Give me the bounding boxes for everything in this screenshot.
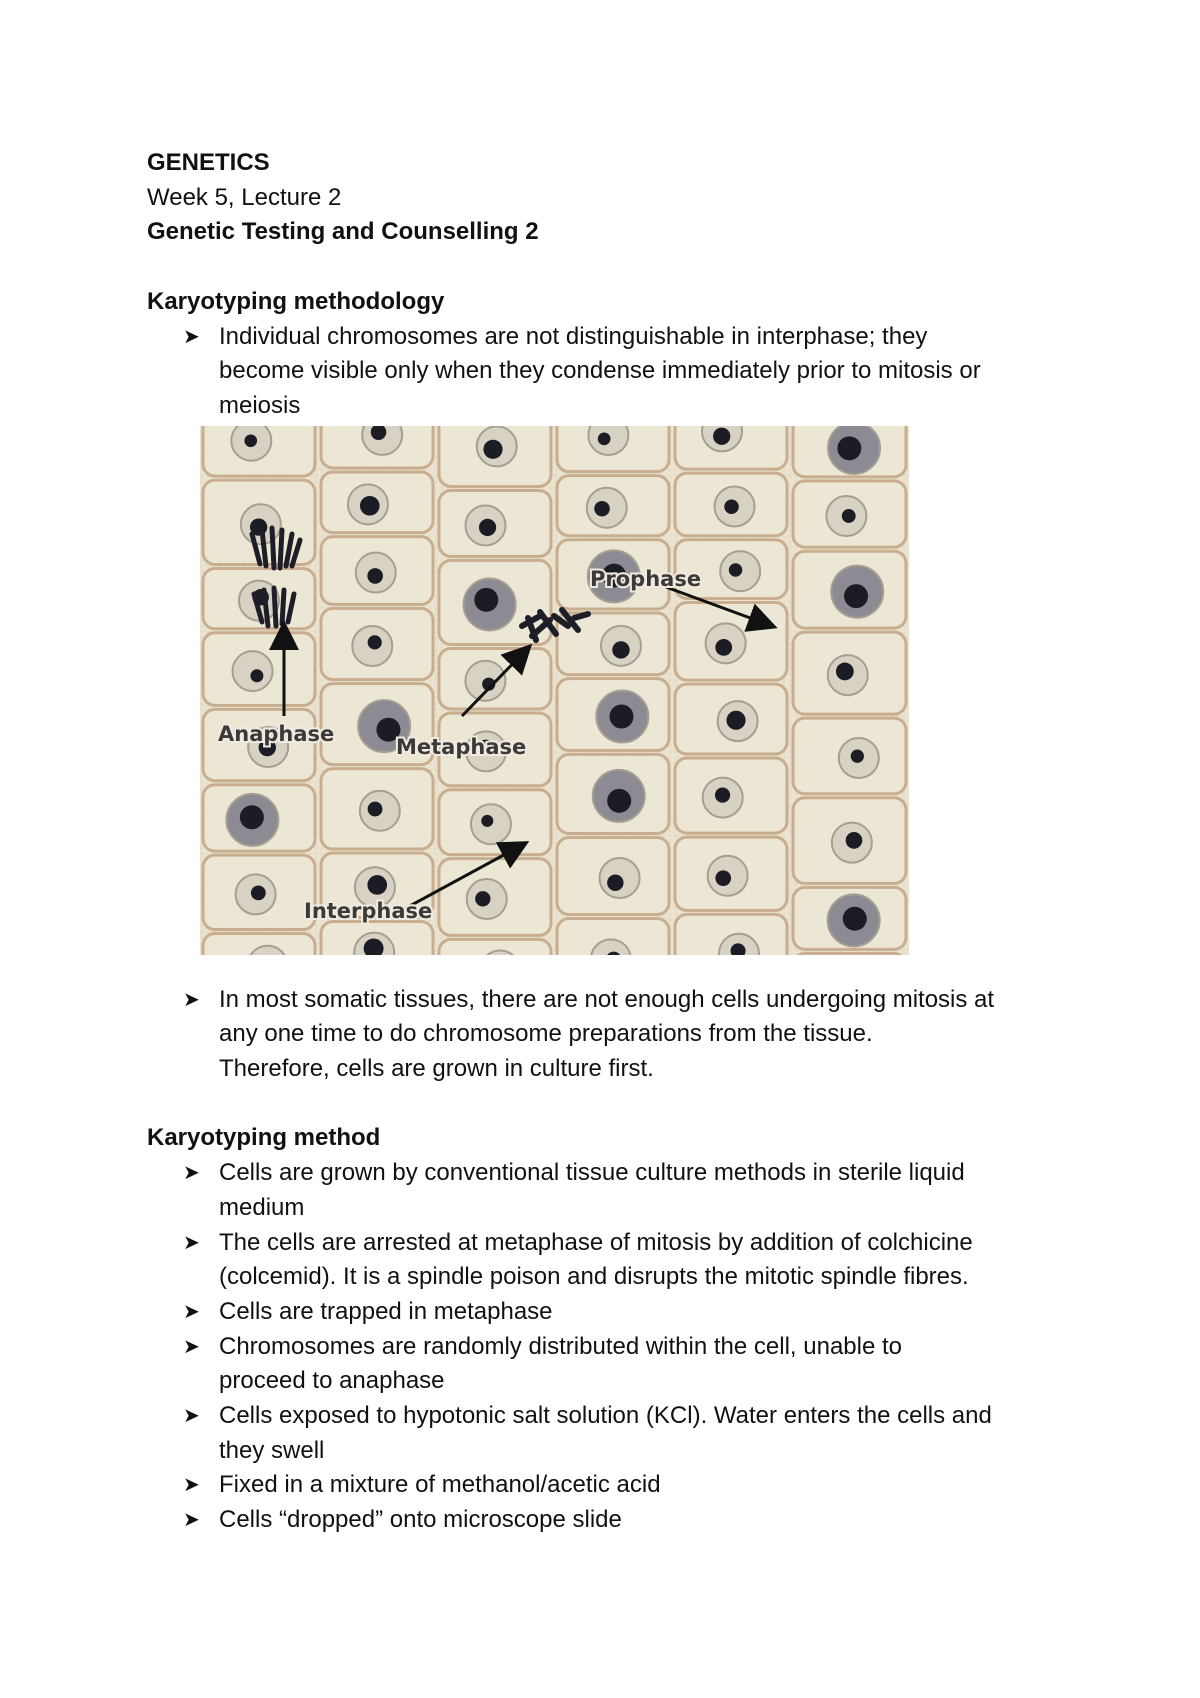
arrow-bullet-icon: ➤ (183, 325, 200, 348)
nucleolus (729, 563, 742, 576)
bullet-item: ➤ Individual chromosomes are not distinguishable in interphase; they become visible only when they condense immediately prior to mitosis or meiosis (147, 320, 1109, 424)
arrow-bullet-icon: ➤ (183, 1300, 200, 1323)
bullet-item: ➤ Fixed in a mixture of methanol/acetic acid (147, 1468, 1109, 1503)
nucleolus (836, 662, 854, 680)
bullet-item: ➤ The cells are arrested at metaphase of mitosis by addition of colchicine (colcemid). It is a spindle poison and disrupts the mitotic spindle fibres. (147, 1226, 1109, 1295)
nucleolus (724, 499, 739, 514)
bullet-item: ➤ In most somatic tissues, there are not enough cells undergoing mitosis at any one time to do chromosome preparations from the tissue. Therefore, cells are grown in culture first. (147, 983, 1109, 1087)
nucleolus (715, 787, 730, 802)
nucleolus (367, 875, 387, 895)
arrow-bullet-icon: ➤ (183, 988, 200, 1011)
arrow-bullet-icon: ➤ (183, 1509, 200, 1532)
nucleolus (240, 805, 264, 829)
mitosis-micrograph (200, 426, 909, 955)
bullet-item: ➤ Chromosomes are randomly distributed within the cell, unable to proceed to anaphase (147, 1330, 1109, 1399)
week-line: Week 5, Lecture 2 (147, 183, 342, 211)
nucleolus (475, 891, 490, 906)
label-anaphase: Anaphase (218, 721, 335, 746)
nucleolus (251, 885, 266, 900)
nucleolus (481, 814, 493, 826)
methodology-bullets-top (147, 320, 1077, 424)
nucleolus (837, 436, 861, 460)
nucleolus (844, 584, 868, 608)
nucleolus (607, 874, 623, 890)
bullet-item: ➤ Cells are grown by conventional tissue culture methods in sterile liquid medium (147, 1156, 1109, 1225)
label-prophase: Prophase (590, 566, 702, 591)
nucleolus (715, 639, 732, 656)
nucleolus (474, 587, 498, 611)
nucleolus (713, 427, 730, 444)
nucleolus (715, 870, 731, 886)
nucleolus (846, 832, 863, 849)
nucleolus (250, 669, 263, 682)
nucleolus (244, 434, 257, 447)
nucleolus (612, 641, 629, 658)
bullet-item: ➤ Cells are trapped in metaphase (147, 1295, 1109, 1330)
section-heading-methodology: Karyotyping methodology (147, 287, 445, 315)
nucleolus (598, 432, 611, 445)
nucleolus (360, 496, 380, 516)
method-bullets (147, 1156, 1077, 1538)
arrow-bullet-icon: ➤ (183, 1405, 200, 1428)
arrow-bullet-icon: ➤ (183, 1335, 200, 1358)
nucleolus (483, 439, 502, 458)
nucleolus (726, 710, 745, 729)
label-interphase: Interphase (304, 898, 433, 923)
nucleolus (607, 788, 631, 812)
section-heading-method: Karyotyping method (147, 1124, 381, 1152)
cell-outline (793, 953, 906, 955)
nucleolus (594, 501, 610, 517)
bullet-item: ➤ Cells exposed to hypotonic salt solution (KCl). Water enters the cells and they swell (147, 1399, 1109, 1468)
course-title: GENETICS (147, 149, 270, 176)
lecture-title: Genetic Testing and Counselling 2 (147, 218, 539, 246)
nucleolus (842, 509, 856, 523)
nucleolus (479, 518, 496, 535)
arrow-bullet-icon: ➤ (183, 1231, 200, 1254)
nucleolus (851, 749, 864, 762)
label-metaphase: Metaphase (396, 734, 527, 759)
arrow-bullet-icon: ➤ (183, 1162, 200, 1185)
nucleolus (609, 704, 633, 728)
document-content (147, 146, 1077, 1538)
bullet-item: ➤ Cells “dropped” onto microscope slide (147, 1503, 1109, 1538)
methodology-bullets-bottom (147, 983, 1077, 1087)
nucleolus (843, 906, 867, 930)
nucleolus (367, 568, 383, 584)
nucleolus (368, 635, 382, 649)
nucleolus (368, 801, 383, 816)
arrow-bullet-icon: ➤ (183, 1474, 200, 1497)
